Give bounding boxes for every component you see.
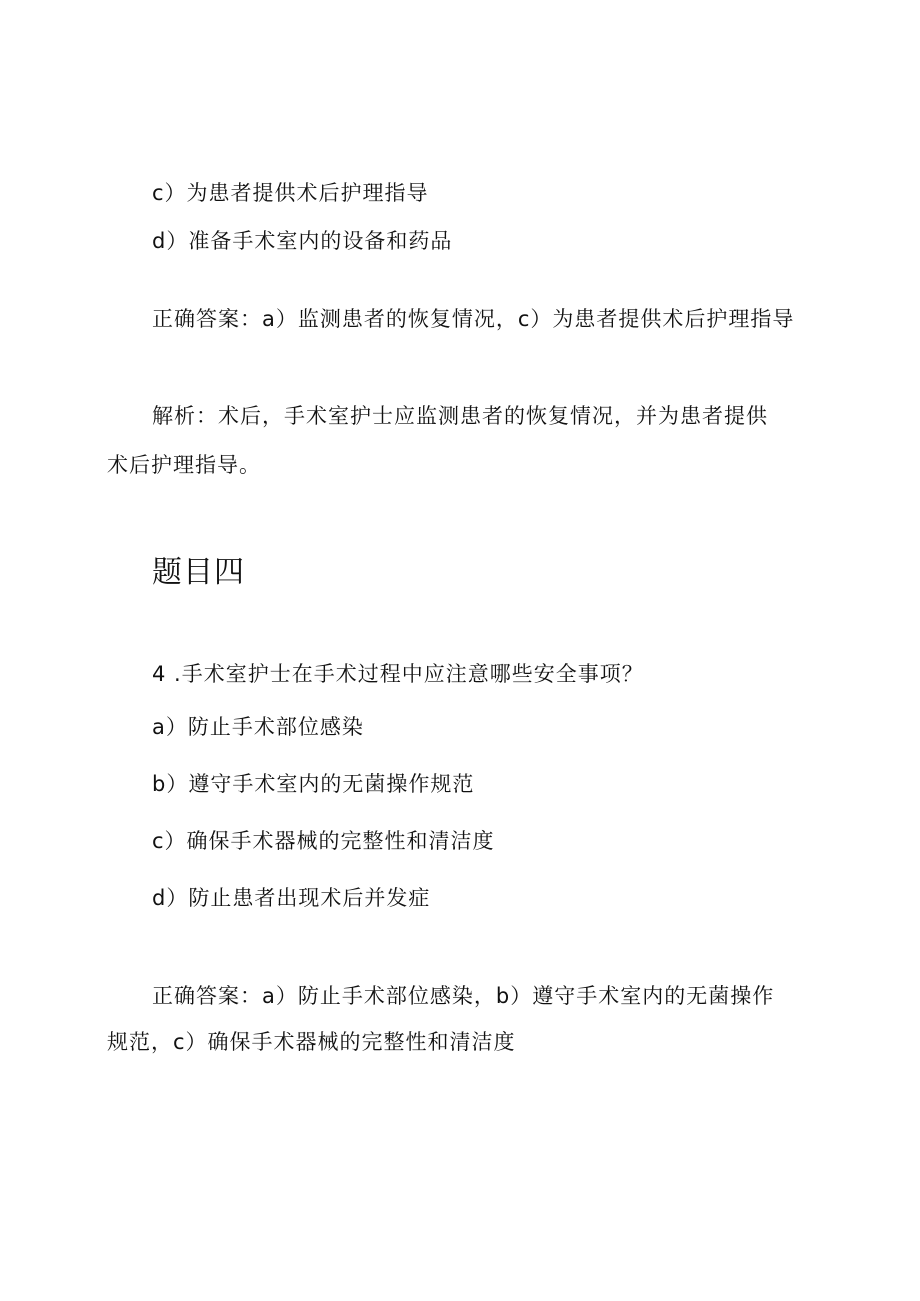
q3-analysis-line2: 术后护理指导。 bbox=[107, 453, 261, 477]
q3-option-c: c）为患者提供术后护理指导 bbox=[152, 181, 429, 205]
q4-answer-line1: 正确答案：a）防止手术部位感染，b）遵守手术室内的无菌操作 bbox=[152, 984, 775, 1008]
q4-option-b: b）遵守手术室内的无菌操作规范 bbox=[152, 772, 475, 796]
q4-option-c: c）确保手术器械的完整性和清洁度 bbox=[152, 829, 495, 853]
q4-answer-line2: 规范，c）确保手术器械的完整性和清洁度 bbox=[107, 1030, 516, 1054]
q3-answer: 正确答案：a）监测患者的恢复情况，c）为患者提供术后护理指导 bbox=[152, 307, 795, 331]
q3-analysis-line1: 解析：术后，手术室护士应监测患者的恢复情况，并为患者提供 bbox=[152, 404, 768, 428]
q4-option-d: d）防止患者出现术后并发症 bbox=[152, 886, 431, 910]
q4-heading: 题目四 bbox=[152, 555, 245, 590]
q4-question: 4 .手术室护士在手术过程中应注意哪些安全事项？ bbox=[152, 662, 644, 686]
q4-option-a: a）防止手术部位感染 bbox=[152, 715, 364, 739]
q3-option-d: d）准备手术室内的设备和药品 bbox=[152, 229, 453, 253]
